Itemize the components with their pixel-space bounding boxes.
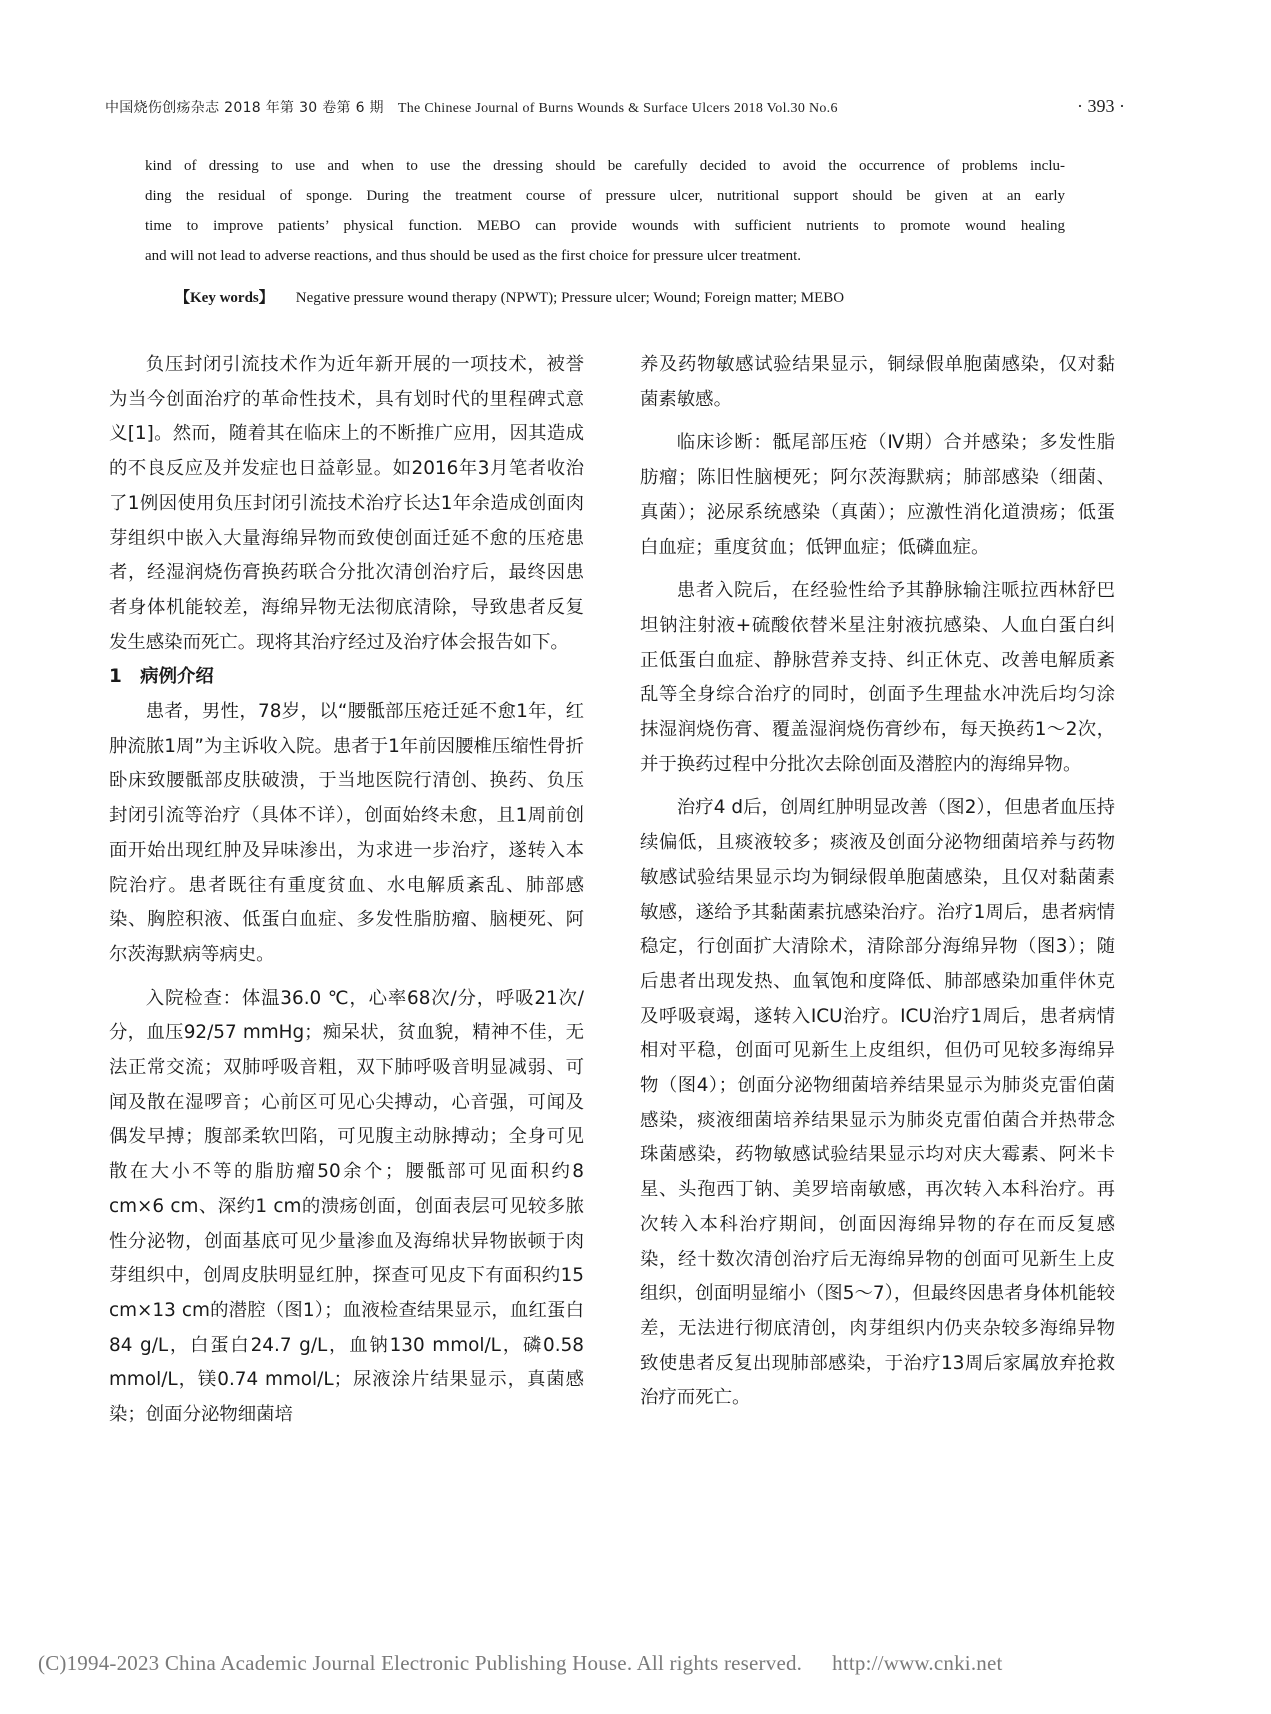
exam-paragraph: 入院检查：体温36.0 ℃，心率68次/分，呼吸21次/分，血压92/57 mmHg；痴呆状，贫血貌，精神不佳，无法正常交流；双肺呼吸音粗，双下肺呼吸音明显减弱、可闻及散在湿啰音；心前区可见心尖搏动，心音强，可闻及偶发早搏；腹部柔软凹陷，可见腹主动脉搏动；全身可见散在大小不等的脂肪瘤50余个；腰骶部可见面积约8 cm×6 cm、深约1 cm的溃疡创面，创面表层可见较多脓性分泌物，创面基底可见少量渗血及海绵状异物嵌顿于肉芽组织中，创周皮肤明显红肿，探查可见皮下有面积约15 cm×13 cm的潜腔（图1）；血液检查结果显示，血红蛋白84 g/L，白蛋白24.7 g/L，血钠130 mmol/L，磷0.58 mmol/L，镁0.74 mmol/L；尿液涂片结果显示，真菌感染；创面分泌物细菌培 — [109, 987, 584, 1426]
keywords — [175, 286, 1055, 307]
copyright-text: (C)1994-2023 China Academic Journal Electronic Publishing House. All rights reserved. — [38, 1651, 803, 1675]
abstract-line: ding the residual of sponge. During the treatment course of pressure ulcer, nutritional support should be given at an early — [145, 188, 1065, 204]
journal-title-cn: 中国烧伤创疡杂志 2018 年第 30 卷第 6 期 — [105, 100, 384, 116]
cnki-link[interactable]: http://www.cnki.net — [832, 1651, 1003, 1675]
running-header — [105, 96, 1125, 117]
treatment-paragraph: 患者入院后，在经验性给予其静脉输注哌拉西林舒巴坦钠注射液+硫酸依替米星注射液抗感染、人血白蛋白纠正低蛋白血症、静脉营养支持、纠正休克、改善电解质紊乱等全身综合治疗的同时，创面予生理盐水冲洗后均匀涂抹湿润烧伤膏、覆盖湿润烧伤膏纱布，每天换药1～2次，并于换药过程中分批次去除创面及潜腔内的海绵异物。 — [640, 580, 1115, 775]
left-column — [109, 348, 584, 1433]
abstract-line: kind of dressing to use and when to use the dressing should be carefully decided to avoid the occurrence of problems inclu- — [145, 158, 1065, 174]
intro-paragraph: 负压封闭引流技术作为近年新开展的一项技术，被誉为当今创面治疗的革命性技术，具有划时代的里程碑式意义[1]。然而，随着其在临床上的不断推广应用，因其造成的不良反应及并发症也日益彰显。如2016年3月笔者收治了1例因使用负压封闭引流技术治疗长达1年余造成创面肉芽组织中嵌入大量海绵异物而致使创面迁延不愈的压疮患者，经湿润烧伤膏换药联合分批次清创治疗后，最终因患者身体机能较差，海绵异物无法彻底清除，导致患者反复发生感染而死亡。现将其治疗经过及治疗体会报告如下。 — [109, 354, 584, 653]
diagnosis-paragraph: 临床诊断：骶尾部压疮（Ⅳ期）合并感染；多发性脂肪瘤；陈旧性脑梗死；阿尔茨海默病；肺部感染（细菌、真菌）；泌尿系统感染（真菌）；应激性消化道溃疡；低蛋白血症；重度贫血；低钾血症；低磷血症。 — [640, 432, 1115, 558]
keywords-text: Negative pressure wound therapy (NPWT); Pressure ulcer; Wound; Foreign matter; MEBO — [295, 290, 845, 306]
right-column — [640, 348, 1115, 1416]
copyright-footer — [38, 1651, 1248, 1676]
abstract-line: and will not lead to adverse reactions, and thus should be used as the first choice for pressure ulcer treatment. — [145, 248, 802, 264]
page-number: · 393 · — [1077, 96, 1125, 116]
treatment-paragraph: 治疗4 d后，创周红肿明显改善（图2），但患者血压持续偏低，且痰液较多；痰液及创面分泌物细菌培养与药物敏感试验结果显示均为铜绿假单胞菌感染，且仅对黏菌素敏感，遂给予其黏菌素抗感染治疗。治疗1周后，患者病情稳定，行创面扩大清除术，清除部分海绵异物（图3）；随后患者出现发热、血氧饱和度降低、肺部感染加重伴休克及呼吸衰竭，遂转入ICU治疗。ICU治疗1周后，患者病情相对平稳，创面可见新生上皮组织，但仍可见较多海绵异物（图4）；创面分泌物细菌培养结果显示为肺炎克雷伯菌感染，痰液细菌培养结果显示为肺炎克雷伯菌合并热带念珠菌感染，药物敏感试验结果显示均对庆大霉素、阿米卡星、头孢西丁钠、美罗培南敏感，再次转入本科治疗。再次转入本科治疗期间，创面因海绵异物的存在而反复感染，经十数次清创治疗后无海绵异物的创面可见新生上皮组织，创面明显缩小（图5～7），但最终因患者身体机能较差，无法进行彻底清创，肉芽组织内仍夹杂较多海绵异物致使患者反复出现肺部感染，于治疗13周后家属放弃抢救治疗而死亡。 — [640, 797, 1115, 1409]
keywords-label: 【Key words】 — [175, 290, 274, 306]
abstract-continuation — [145, 151, 1065, 271]
header-journal — [105, 97, 838, 117]
abstract-line: time to improve patients’ physical function. MEBO can provide wounds with sufficient nutrients to promote wound healing — [145, 218, 1065, 234]
section-heading: 1 病例介绍 — [109, 666, 214, 688]
case-paragraph: 患者，男性，78岁，以“腰骶部压疮迁延不愈1年，红肿流脓1周”为主诉收入院。患者于1年前因腰椎压缩性骨折卧床致腰骶部皮肤破溃，于当地医院行清创、换药、负压封闭引流等治疗（具体不详），创面始终未愈，且1周前创面开始出现红肿及异味渗出，为求进一步治疗，遂转入本院治疗。患者既往有重度贫血、水电解质紊乱、肺部感染、胸腔积液、低蛋白血症、多发性脂肪瘤、脑梗死、阿尔茨海默病等病史。 — [109, 701, 584, 965]
journal-title-en: The Chinese Journal of Burns Wounds & Surface Ulcers 2018 Vol.30 No.6 — [397, 101, 838, 116]
continued-paragraph: 养及药物敏感试验结果显示，铜绿假单胞菌感染，仅对黏菌素敏感。 — [640, 354, 1115, 410]
